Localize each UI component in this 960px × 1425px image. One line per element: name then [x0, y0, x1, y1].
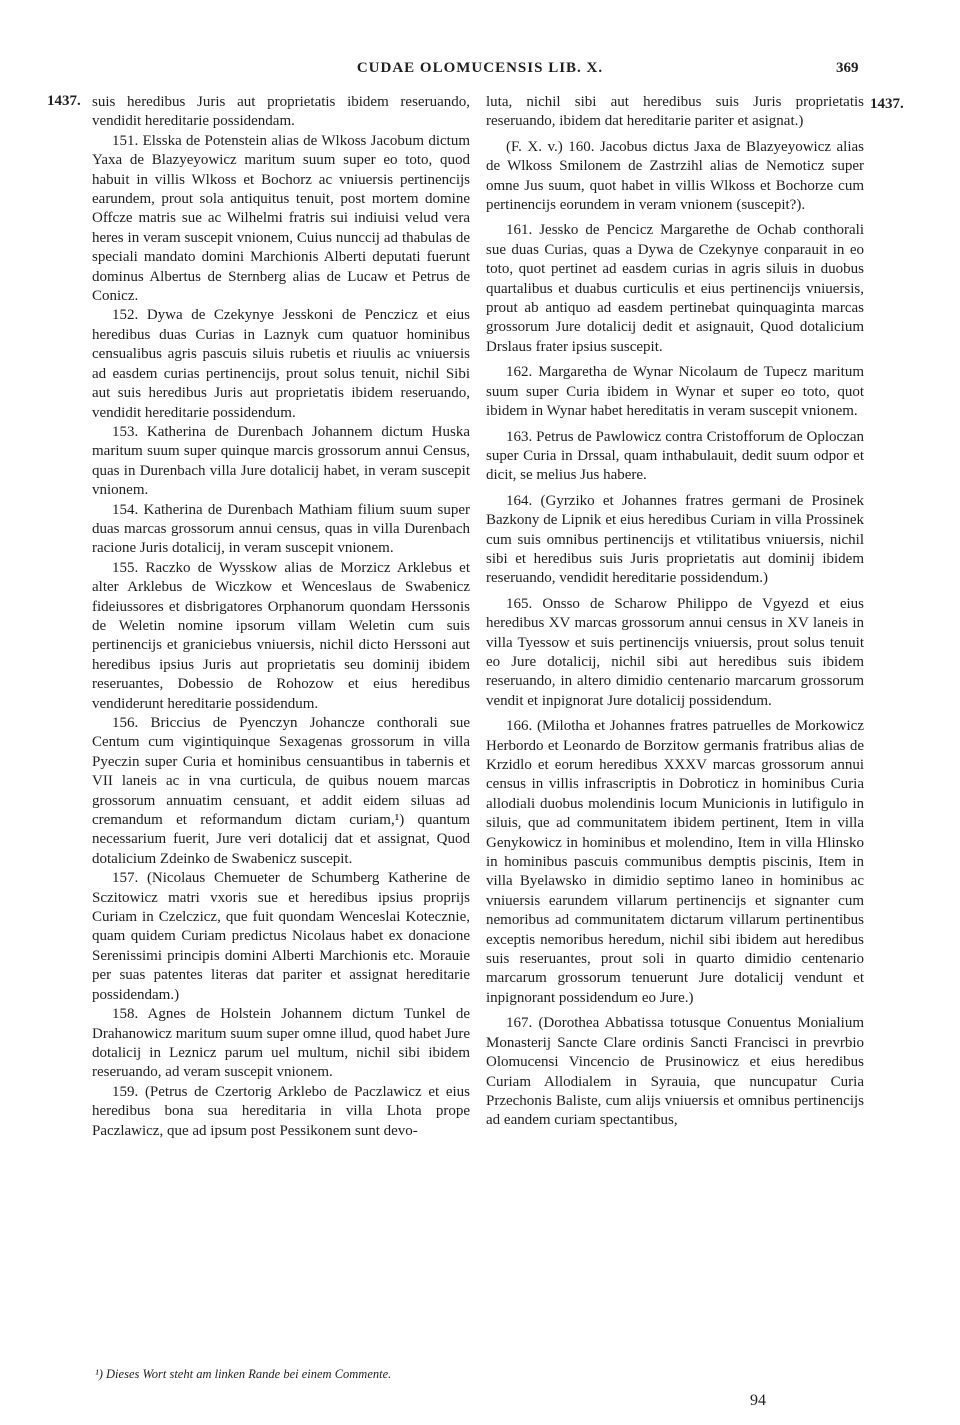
- entry-164: 164. (Gyrziko et Johannes fratres germani de Prosinek Bazkony de Lipnik et eius heredibus Curiam in villa Prossinek cum suis omnibus pertinencijs et vtilitatibus vniuersis, nichil sibi et heredibus suis Juris proprietatis aut dominij ibidem reseruando, vendidit hereditarie possidendum.): [486, 492, 864, 587]
- year-margin-left: 1437.: [47, 93, 81, 109]
- entry-151: 151. Elsska de Potenstein alias de Wlkoss Jacobum dictum Yaxa de Blazyeyowicz maritum suum super eo toto, quod habuit in villis Wlkoss et Bochorz ac vniuersis pertinencijs earundem, prout sola antiquitus tenuit, post mortem domine Offcze matris sue ac Wilhelmi fratris sui indiuisi velud vera heres in veram suscepit vnionem, Cuius nunccij ad thabulas de speciali mandato domini Marchionis Alberti deputati fuerunt dominus Albertus de Sternberg alias de Lucaw et Petrus de Conicz.: [92, 132, 470, 305]
- signature-mark: 94: [750, 1392, 766, 1409]
- entry-158: 158. Agnes de Holstein Johannem dictum Tunkel de Drahanowicz maritum suum super omne illud, quod habet Jure dotalicij in Leznicz parum uel multum, nichil sibi ibidem reseruando, ad veram suscepit vnionem.: [92, 1006, 470, 1081]
- entry-161: 161. Jessko de Pencicz Margarethe de Ochab conthorali sue duas Curias, quas a Dywa de Czekynye conparauit in eo toto, quot pertinet ad easdem curias in agris siluis in duobus quartalibus et duabus curticulis et eius pertinencijs vniuersis, prout ab antiquo ad easdem pertinebat quinquaginta marcas grossorum Jure dotalicij dedit et asignauit, Quod dotalicium Drslaus frater ipsius suscepit.: [486, 222, 864, 355]
- page-number: 369: [836, 60, 859, 76]
- right-column: [486, 93, 864, 1131]
- entry-163: 163. Petrus de Pawlowicz contra Cristofforum de Oploczan super Curia in Drssal, quam inthabulauit, dedit suum odpor et dicit, se melius Jus habere.: [486, 428, 864, 484]
- running-title: CUDAE OLOMUCENSIS LIB. X.: [356, 60, 604, 76]
- paragraph-continued-right: luta, nichil sibi aut heredibus suis Juris proprietatis reseruando, ibidem dat hereditarie pariter et asignat.): [486, 94, 864, 130]
- entry-154: 154. Katherina de Durenbach Mathiam filium suum super duas marcas grossorum annui census, quas in villa Durenbach racione Juris dotalicij, in veram suscepit vnionem.: [92, 501, 470, 557]
- year-margin-right: 1437.: [870, 96, 904, 112]
- entry-165: 165. Onsso de Scharow Philippo de Vgyezd et eius heredibus XV marcas grossorum annui census in XV laneis in villa Tyessow et suis pertinencijs vniuersis, prout solus tenuit eo Jure dotalicij, nichil sibi aut heredibus suis ibidem reseruando, in altero dimidio centenario marcarum grossorum vendit et inpignorat Jure dotalicij possidendum.: [486, 595, 864, 709]
- entry-162: 162. Margaretha de Wynar Nicolaum de Tupecz maritum suum super Curia ibidem in Wynar et super eo toto, quot ibidem in Wynar habet hereditatis in veram suscepit vnionem.: [486, 364, 864, 420]
- footnote: ¹) Dieses Wort steht am linken Rande bei einem Commente.: [95, 1367, 392, 1381]
- running-header: [0, 60, 960, 84]
- entry-166: 166. (Milotha et Johannes fratres patruelles de Morkowicz Herbordo et Leonardo de Borzitow germanis fratribus alias de Krzidlo et eorum heredibus XXXV marcas grossorum annui census in villis infrascriptis in Dobroticz in hominibus Curia allodiali duobus molendinis locum Municionis in lutifigulo in siluis, que ad communitatem ibidem pertinent, Item in villa Genykowicz in hominibus et molendino, Item in villa Hlinsko in hominibus pascuis communibus demptis piscinis, Item in villa Byelawsko in dimidio septimo laneo in hominibus ac vniuersis earundem villarum pertinencijs et signanter cum nemoribus ad communitatem dictarum villarum pertinentibus exceptis nemoribus heredum, nichil sibi ibidem aut heredibus suis reseruantes, prout soli in quarto dimidio centenario marcarum grossorum tenuerunt Jure dotalicij vendunt et inpignorant possidendum eo Jure.): [486, 718, 864, 1006]
- entry-155: 155. Raczko de Wysskow alias de Morzicz Arklebus et alter Arklebus de Wiczkow et Wenceslaus de Swabenicz fideiussores et disbrigatores Orphanorum quondam Herssonis de Weletin nomine ipsorum villam Weletin cum suis pertinencijs et graniciebus vniuersis, nichil dicto Herssoni aut heredibus ipsius Juris aut proprietatis seu dominij ibidem reseruantes, Dobessio de Rohozow et eius heredibus vendiderunt hereditarie possidendum.: [92, 559, 470, 712]
- entry-152: 152. Dywa de Czekynye Jesskoni de Penczicz et eius heredibus duas Curias in Laznyk cum quatuor hominibus censualibus agris pascuis siluis rubetis et riuulis ac vniuersis ad easdem curias pertinencijs, prout solus tenuit, nichil Sibi aut suis heredibus Juris aut proprietatis ibidem reseruando, vendidit hereditarie possidendum.: [92, 307, 470, 421]
- entry-160: (F. X. v.) 160. Jacobus dictus Jaxa de Blazyeyowicz alias de Wlkoss Smilonem de Zastrzihl alias de Nemoticz super omne Jus suum, quot habet in villis Wlkoss et Bochorze cum pertinencijs eorundem in veram vnionem (suscepit?).: [486, 138, 864, 214]
- entry-156: 156. Briccius de Pyenczyn Johancze conthorali sue Centum cum vigintiquinque Sexagenas grossorum in villa Pyeczin super Curia et hominibus censuantibus in tabernis et VII laneis ac in vna curticula, de quibus nouem marcas grossorum annuatim censuant, et addit eidem siluas ad cremandum et reformandum dictam curiam,¹) quantum necessarium fuerit, Jure veri dotalicij dat et assignat, Quod dotalicium Zdeinko de Swabenicz suscepit.: [92, 715, 470, 867]
- entry-159: 159. (Petrus de Czertorig Arklebo de Paczlawicz et eius heredibus bona sua hereditaria in villa Lhota prope Paczlawicz, que ad ipsum post Pessikonem sunt devo-: [92, 1083, 470, 1139]
- left-column: [92, 93, 470, 1141]
- entry-157: 157. (Nicolaus Chemueter de Schumberg Katherine de Sczitowicz matri vxoris sue et heredibus ipsius proprijs Curiam in Czelczicz, que fuit quondam Wenceslai Kotecznie, quam quidem Curiam predictus Nicolaus habet ex donacione Serenissimi principis domini Alberti Marchionis etc. Morauie per suas patentes literas dat pariter et assignat hereditarie possidendam.): [92, 870, 470, 1003]
- entry-153: 153. Katherina de Durenbach Johannem dictum Huska maritum suum super quinque marcis grossorum annui Census, quas in Durenbach villa Jure dotalicij habet, in veram suscepit vnionem.: [92, 423, 470, 499]
- entry-167: 167. (Dorothea Abbatissa totusque Conuentus Monialium Monasterij Sancte Clare ordinis Sancti Francisci in prevrbio Olomucensi Vincencio de Prusinowicz et eius heredibus Curiam Allodialem in Syrauia, que nuncupatur Curia Przechonis Baliste, cum alijs vniuersis et omnibus pertinencijs ad eandem curiam spectantibus,: [486, 1015, 864, 1129]
- paragraph-continued: suis heredibus Juris aut proprietatis ibidem reseruando, vendidit hereditarie possidendam.: [92, 94, 470, 130]
